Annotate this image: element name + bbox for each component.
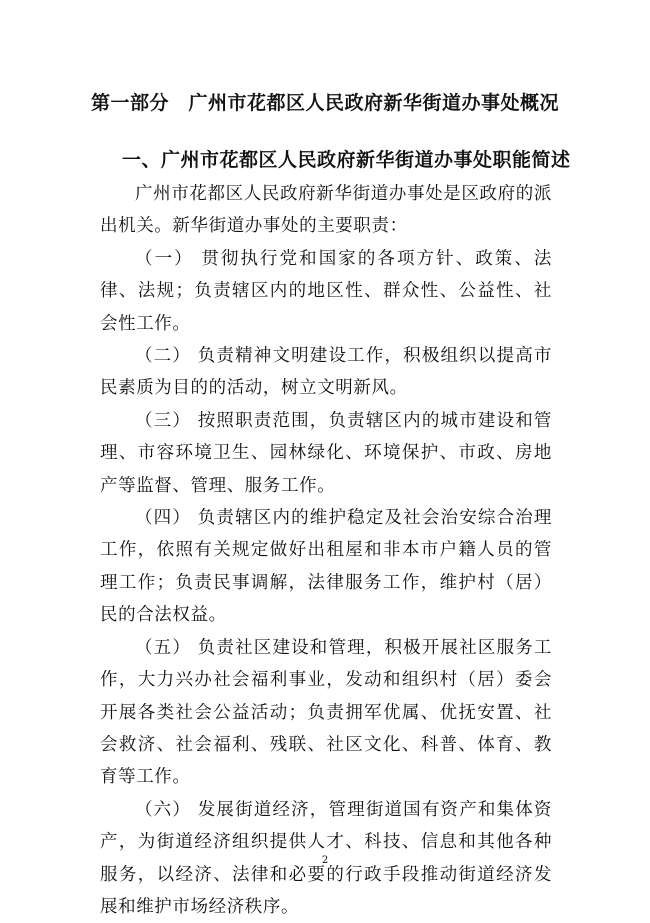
duty-paragraph-2: （二） 负责精神文明建设工作，积极组织以提高市民素质为目的的活动，树立文明新风。 (100, 346, 552, 399)
page-number: 2 (321, 855, 329, 866)
duty-paragraph-4: （四） 负责辖区内的维护稳定及社会治安综合治理工作，依照有关规定做好出租屋和非本市户籍人员的管理工作；负责民事调解，法律服务工作，维护村（居）民的合法权益。 (100, 508, 552, 626)
duty-paragraph-6: （六） 发展街道经济，管理街道国有资产和集体资产，为街道经济组织提供人才、科技、信息和其他各种服务，以经济、法律和必要的行政手段推动街道经济发展和维护市场经济秩序。 (100, 799, 552, 917)
duty-paragraph-1: （一） 贯彻执行党和国家的各项方针、政策、法律、法规；负责辖区内的地区性、群众性、公益性、社会性工作。 (100, 248, 552, 334)
duty-paragraph-5: （五） 负责社区建设和管理，积极开展社区服务工作，大力兴办社会福利事业，发动和组织村（居）委会开展各类社会公益活动；负责拥军优属、优抚安置、社会救济、社会福利、残联、社区文化、科普、体育、教育等工作。 (100, 637, 552, 788)
part-title: 第一部分 广州市花都区人民政府新华街道办事处概况 (90, 92, 559, 114)
section-title: 一、广州市花都区人民政府新华街道办事处职能简述 (122, 149, 571, 171)
duty-paragraph-3: （三） 按照职责范围，负责辖区内的城市建设和管理、市容环境卫生、园林绿化、环境保护、市政、房地产等监督、管理、服务工作。 (100, 410, 552, 496)
document-body (100, 178, 552, 923)
intro-paragraph: 广州市花都区人民政府新华街道办事处是区政府的派出机关。新华街道办事处的主要职责： (100, 184, 552, 237)
